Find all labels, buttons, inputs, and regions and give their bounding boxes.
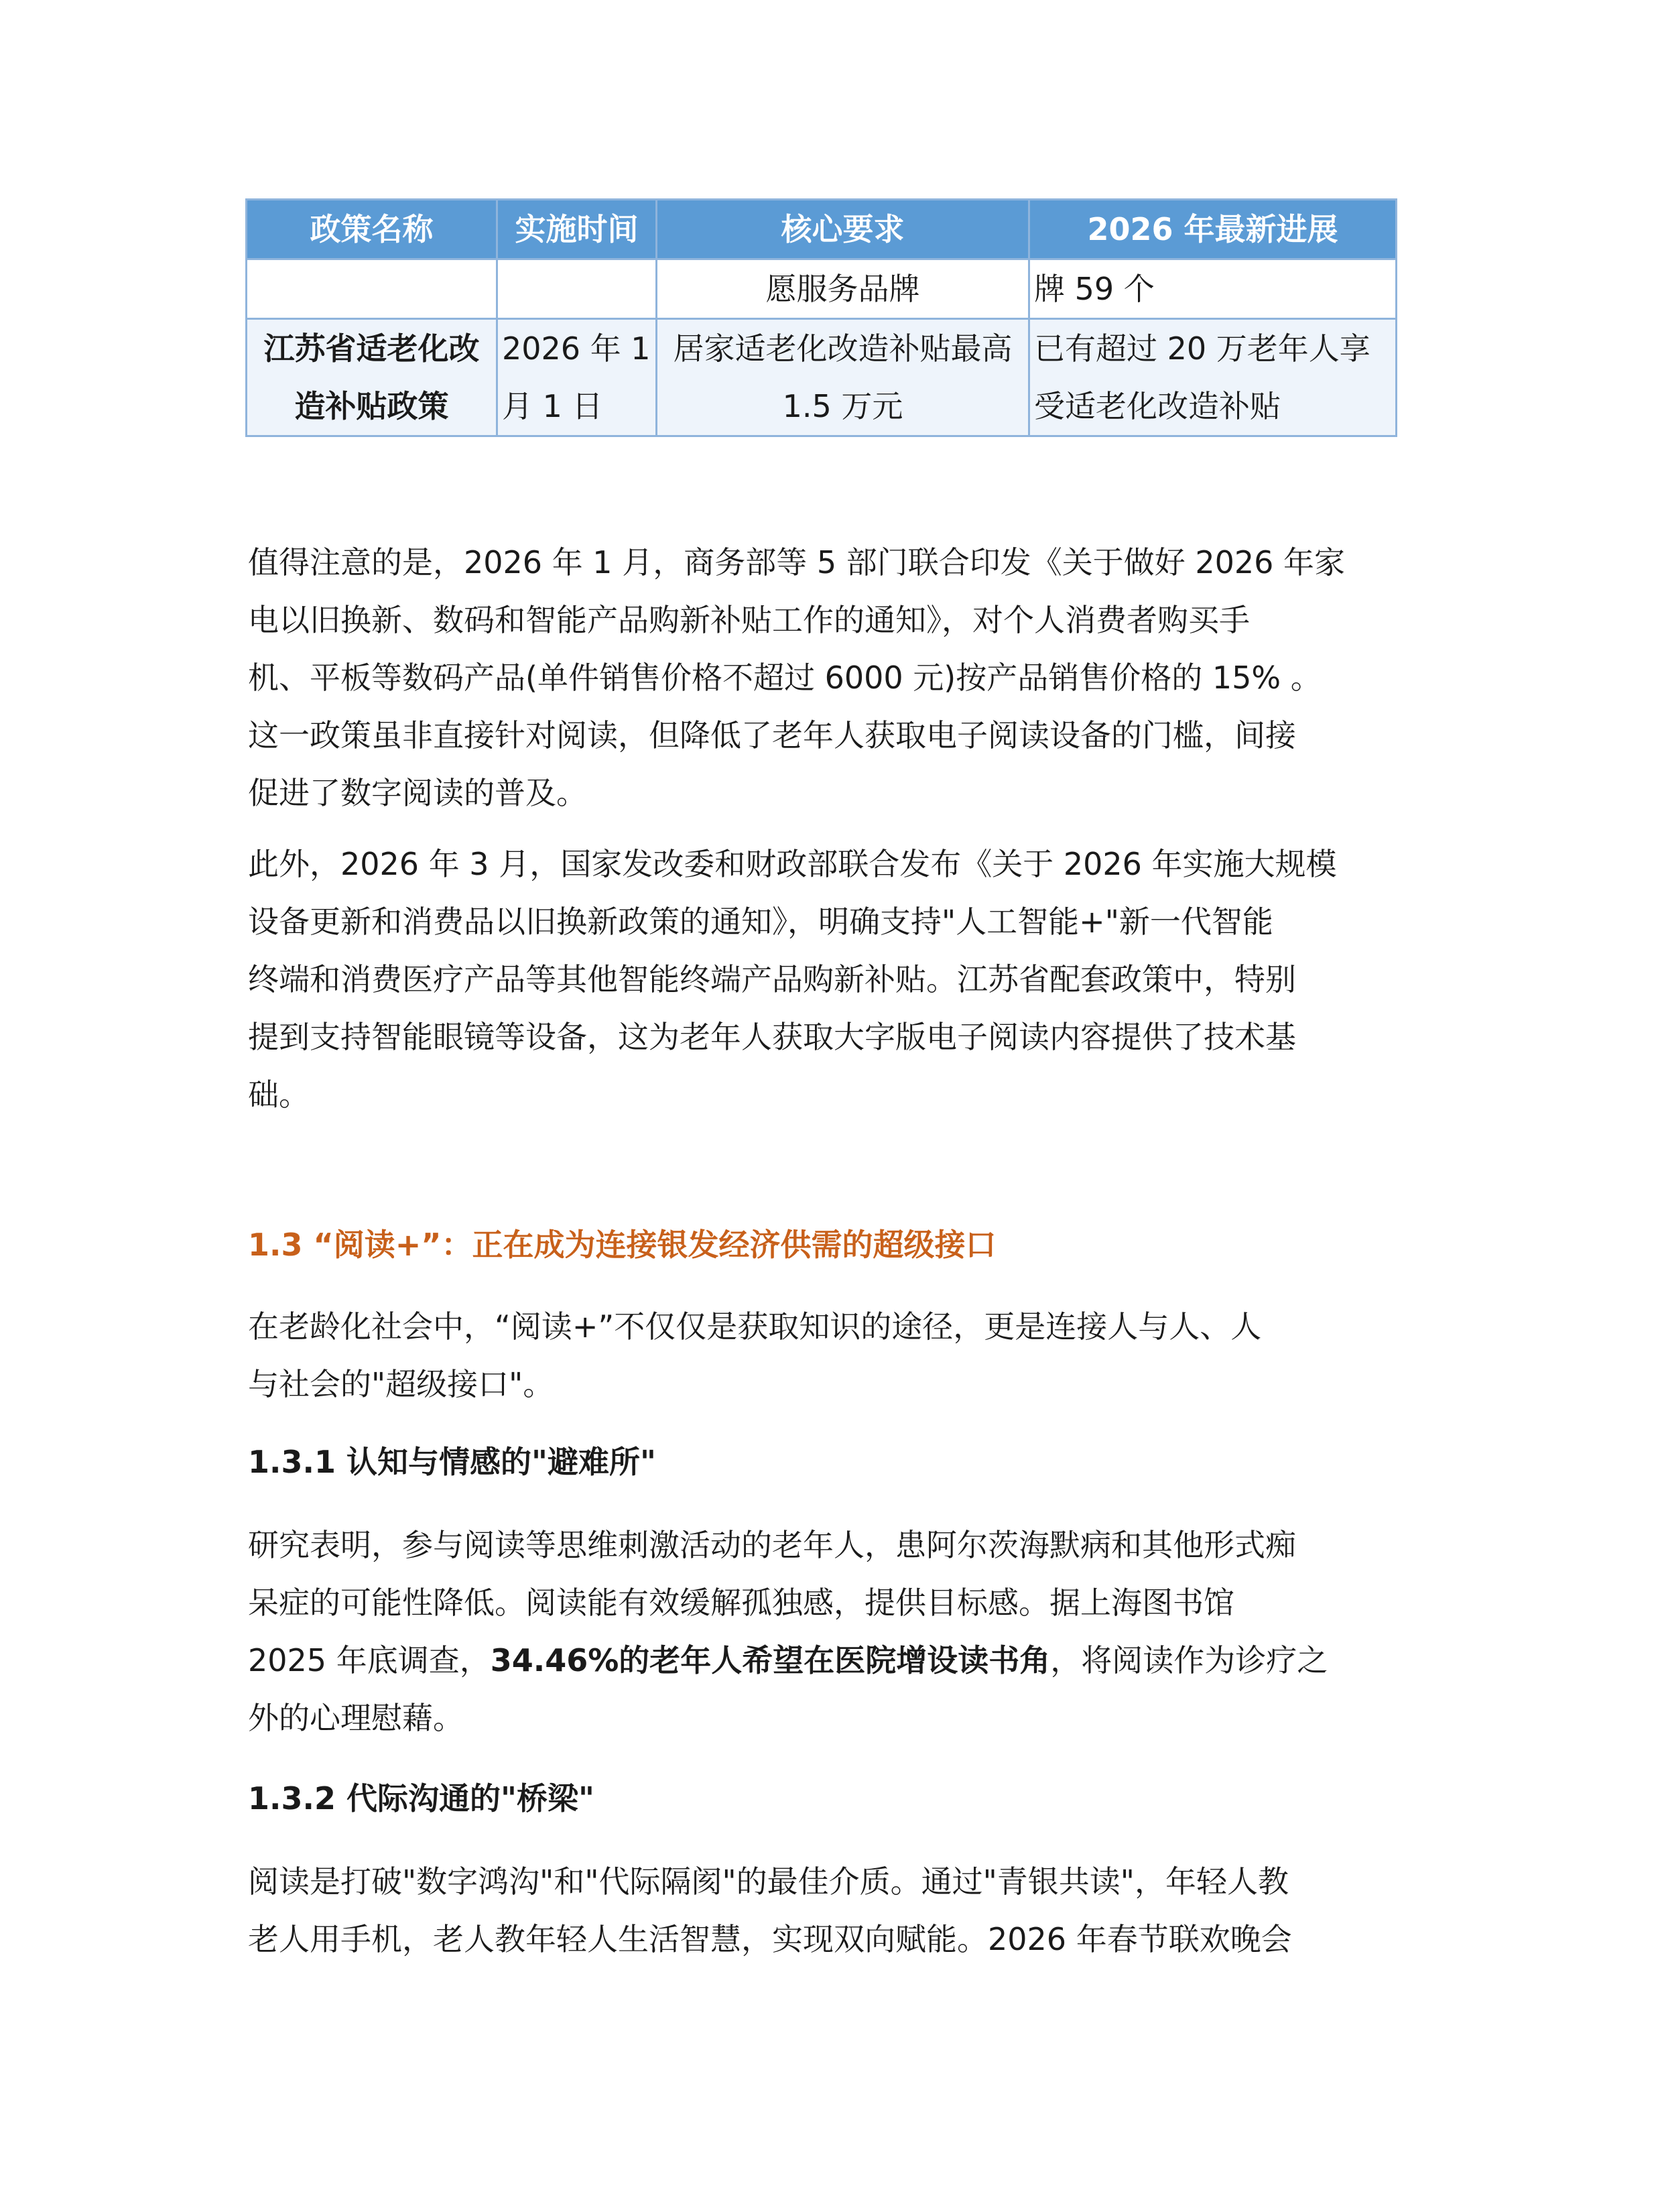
paragraph-cognition-emotion bbox=[248, 1516, 1401, 1747]
table-cell: 愿服务品牌 bbox=[657, 259, 1029, 319]
table-cell bbox=[247, 259, 497, 319]
header-policy-name: 政策名称 bbox=[247, 200, 497, 259]
table-cell: 居家适老化改造补贴最高 1.5 万元 bbox=[657, 319, 1029, 436]
table-row bbox=[247, 319, 1397, 436]
table-cell: 已有超过 20 万老年人享 受适老化改造补贴 bbox=[1029, 319, 1397, 436]
paragraph-text: ，将阅读作为诊疗之 外的心理慰藉。 bbox=[248, 1642, 1328, 1736]
paragraph-intergenerational-bridge: 阅读是打破"数字鸿沟"和"代际隔阂"的最佳介质。通过"青银共读"，年轻人教 老人用手机，老人教年轻人生活智慧，实现双向赋能。2026 年春节联欢晚会 bbox=[248, 1863, 1292, 1957]
sub-heading-1-3-1: 1.3.1 认知与情感的"避难所" bbox=[248, 1444, 656, 1480]
header-latest-progress: 2026 年最新进展 bbox=[1029, 200, 1397, 259]
paragraph-text: 研究表明，参与阅读等思维刺激活动的老年人，患阿尔茨海默病和其他形式痴 呆症的可能性降低。阅读能有效缓解孤独感，提供目标感。据上海图书馆 2025 年底调查， bbox=[248, 1527, 1296, 1678]
section-heading-1-3: 1.3 “阅读+”：正在成为连接银发经济供需的超级接口 bbox=[248, 1227, 997, 1263]
sub-heading-1-3-2: 1.3.2 代际沟通的"桥梁" bbox=[248, 1780, 594, 1817]
paragraph-subsidy-notice: 值得注意的是，2026 年 1 月，商务部等 5 部门联合印发《关于做好 2026 年家 电以旧换新、数码和智能产品购新补贴工作的通知》，对个人消费者购买手 机、平板等数码产品(单件销售价格不超过 6000 元)按产品销售价格的 15% 。 这一政策虽非直接针对阅读，但降低了老年人获取电子阅读设备的门槛，间接 促进了数字阅读的普及。 bbox=[248, 544, 1346, 811]
policy-table bbox=[245, 198, 1397, 437]
table-cell: 牌 59 个 bbox=[1029, 259, 1397, 319]
header-core-requirements: 核心要求 bbox=[657, 200, 1029, 259]
table-header-row bbox=[247, 200, 1397, 259]
header-implementation-time: 实施时间 bbox=[497, 200, 657, 259]
table-row bbox=[247, 259, 1397, 319]
paragraph-equipment-renewal: 此外，2026 年 3 月，国家发改委和财政部联合发布《关于 2026 年实施大规模 设备更新和消费品以旧换新政策的通知》，明确支持"人工智能+"新一代智能 终端和消费医疗产品等其他智能终端产品购新补贴。江苏省配套政策中，特别 提到支持智能眼镜等设备，这为老年人获取大字版电子阅读内容提供了技术基 础。 bbox=[248, 846, 1337, 1113]
highlighted-statistic: 34.46%的老年人希望在医院增设读书角 bbox=[490, 1642, 1051, 1678]
table-cell: 江苏省适老化改 造补贴政策 bbox=[247, 319, 497, 436]
table-cell: 2026 年 1 月 1 日 bbox=[497, 319, 657, 436]
table-cell bbox=[497, 259, 657, 319]
paragraph-reading-plus-intro: 在老龄化社会中，“阅读+”不仅仅是获取知识的途径，更是连接人与人、人 与社会的"超级接口"。 bbox=[248, 1308, 1262, 1402]
